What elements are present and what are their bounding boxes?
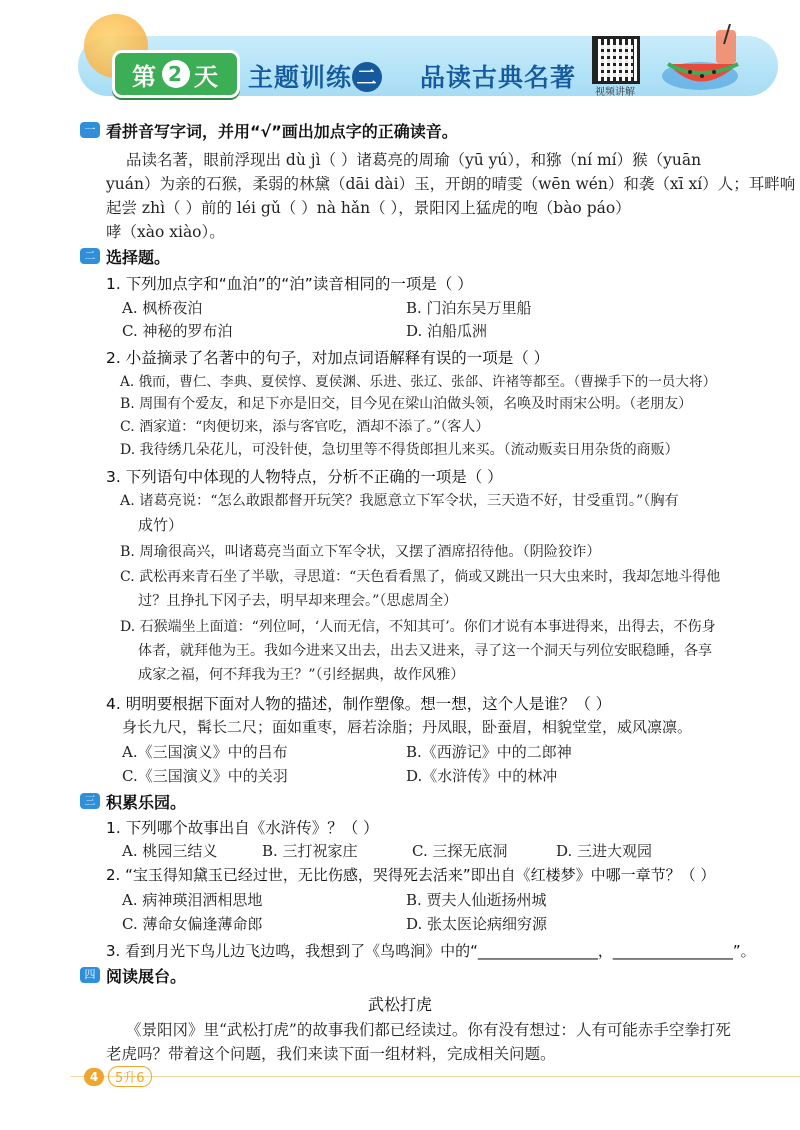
q2-3-option-c-line2: 过？且挣扎下冈子去，明早却来理会。”（思虑周全） bbox=[138, 593, 458, 609]
q2-3-option-b[interactable]: B. 周瑜很高兴，叫诸葛亮当面立下军令状，又摆了酒席招待他。（阴险狡诈） bbox=[120, 544, 601, 560]
q2-3-option-a-line1[interactable]: A. 诸葛亮说：“怎么敢跟都督开玩笑？我愿意立下军令状，三天造不好，甘受重罚。”（胸有 bbox=[120, 493, 679, 509]
q2-4-option-d[interactable]: D.《水浒传》中的林冲 bbox=[406, 767, 558, 785]
q3-1-option-b[interactable]: B. 三打祝家庄 bbox=[262, 842, 358, 860]
q2-3-option-d-line3: 成家之福，何不拜我为王？”（引经据典，故作风雅） bbox=[138, 667, 465, 683]
section-title-1: 看拼音写字词，并用“√”画出加点字的正确读音。 bbox=[106, 122, 458, 141]
q3-1-stem: 1. 下列哪个故事出自《水浒传》？（ ） bbox=[106, 819, 379, 837]
q3-2-option-a[interactable]: A. 病神瑛泪洒相思地 bbox=[122, 891, 263, 909]
day-prefix: 第 bbox=[132, 62, 158, 91]
passage-line-2: 老虎吗？带着这个问题，我们来读下面一组材料，完成相关问题。 bbox=[106, 1045, 556, 1063]
passage-title: 武松打虎 bbox=[367, 995, 432, 1014]
s1-line-4: 哮（xào xiào）。 bbox=[106, 223, 225, 241]
q3-2-stem: 2. “宝玉得知黛玉已经过世，无比伤感，哭得死去活来”即出自《红楼梦》中哪一章节？（ ） bbox=[106, 866, 716, 884]
qr-code-icon[interactable] bbox=[592, 36, 640, 84]
q2-2-option-d[interactable]: D. 我待绣几朵花儿，可没针使，急切里等不得货郎担儿来买。（流动贩卖日用杂货的商贩） bbox=[120, 442, 679, 458]
section-title-4: 阅读展台。 bbox=[106, 967, 187, 986]
q2-1-option-b[interactable]: B. 门泊东吴万里船 bbox=[406, 299, 532, 317]
q3-1-option-a[interactable]: A. 桃园三结义 bbox=[122, 842, 218, 860]
q3-2-option-c[interactable]: C. 薄命女偏逢薄命郎 bbox=[122, 915, 263, 933]
theme-number: 二 bbox=[352, 62, 382, 92]
day-badge bbox=[112, 50, 240, 98]
passage-line-1: 《景阳冈》里“武松打虎”的故事我们都已经读过。你有没有想过：人有可能赤手空拳打死 bbox=[126, 1021, 731, 1039]
day-suffix: 天 bbox=[194, 62, 220, 91]
q2-1-option-c[interactable]: C. 神秘的罗布泊 bbox=[122, 322, 233, 340]
q2-4-option-c[interactable]: C.《三国演义》中的关羽 bbox=[122, 767, 288, 785]
page-number: 4 bbox=[84, 1068, 104, 1086]
q2-4-stem: 4. 明明要根据下面对人物的描述，制作塑像。想一想，这个人是谁？（ ） bbox=[106, 695, 612, 713]
grade-label: 5升6 bbox=[108, 1066, 152, 1087]
q3-2-option-b[interactable]: B. 贾夫人仙逝扬州城 bbox=[406, 891, 547, 909]
s1-line-3: 起尝 zhì（ ）前的 léi gǔ（ ）nà hǎn（ ），景阳冈上猛虎的咆（bào páo） bbox=[106, 199, 631, 217]
section-title-3: 积累乐园。 bbox=[106, 793, 187, 812]
q3-3-stem[interactable]: 3. 看到月光下鸟儿边飞边鸣，我想到了《鸟鸣涧》中的“________________，________________”。 bbox=[106, 942, 756, 960]
q2-1-option-a[interactable]: A. 枫桥夜泊 bbox=[122, 299, 203, 317]
q2-3-option-d-line2: 体者，就拜他为王。我如今进来又出去，出去又进来，寻了这一个洞天与列位安眠稳睡，各享 bbox=[138, 643, 712, 659]
q2-3-option-c-line1[interactable]: C. 武松再来青石坐了半歇，寻思道：“天色看看黑了，倘或又跳出一只大虫来时，我却怎地斗得他 bbox=[120, 569, 721, 585]
footer-divider bbox=[70, 1076, 800, 1077]
page-title: 品读古典名著 bbox=[420, 63, 577, 92]
day-number: 2 bbox=[162, 60, 190, 88]
qr-label: 视频讲解 bbox=[595, 87, 635, 98]
q2-3-option-d-line1[interactable]: D. 石猴端坐上面道：“列位呵，‘人而无信，不知其可’。你们才说有本事进得来，出得去，不伤身 bbox=[120, 619, 716, 635]
q2-2-option-a[interactable]: A. 俄而，曹仁、李典、夏侯惇、夏侯渊、乐进、张辽、张郃、许褚等都至。（曹操手下的一员大将） bbox=[120, 374, 717, 390]
section-badge-4: 四 bbox=[80, 967, 100, 983]
q2-4-description: 身长九尺，髯长二尺；面如重枣，唇若涂脂；丹凤眼，卧蚕眉，相貌堂堂，威风凛凛。 bbox=[122, 718, 693, 736]
section-title-2: 选择题。 bbox=[106, 248, 171, 267]
q2-1-option-d[interactable]: D. 泊船瓜洲 bbox=[406, 322, 488, 340]
section-badge-2: 二 bbox=[80, 248, 100, 264]
s1-line-1: 品读名著，眼前浮现出 dù jì（ ）诸葛亮的周瑜（yū yú），和猕（ní mí）猴（yuān bbox=[126, 151, 702, 169]
q2-3-stem: 3. 下列语句中体现的人物特点，分析不正确的一项是（ ） bbox=[106, 468, 503, 486]
q2-2-option-c[interactable]: C. 酒家道：“肉便切来，添与客官吃，酒却不添了。”（客人） bbox=[120, 419, 490, 435]
q2-3-option-a-line2: 成竹） bbox=[138, 516, 184, 534]
page-header bbox=[0, 0, 800, 110]
theme-text: 主题训练 bbox=[248, 63, 353, 92]
q2-4-option-b[interactable]: B.《西游记》中的二郎神 bbox=[406, 743, 572, 761]
theme-title bbox=[248, 58, 382, 94]
section-badge-3: 三 bbox=[80, 793, 100, 809]
q2-2-stem: 2. 小益摘录了名著中的句子，对加点词语解释有误的一项是（ ） bbox=[106, 349, 550, 367]
q2-4-option-a[interactable]: A.《三国演义》中的吕布 bbox=[122, 743, 288, 761]
q2-2-option-b[interactable]: B. 周围有个爱友，和足下亦是旧交，目今见在梁山泊做头领，名唤及时雨宋公明。（老朋友） bbox=[120, 396, 693, 412]
s1-line-2: yuán）为亲的石猴，柔弱的林黛（dāi dài）玉，开朗的晴雯（wēn wén）和袭（xī xí）人；耳畔响 bbox=[106, 175, 796, 193]
section-badge-1: 一 bbox=[80, 122, 100, 138]
q2-1-stem: 1. 下列加点字和“血泊”的“泊”读音相同的一项是（ ） bbox=[106, 275, 473, 293]
q3-2-option-d[interactable]: D. 张太医论病细穷源 bbox=[406, 915, 548, 933]
watermelon-drink-icon bbox=[660, 24, 750, 94]
q3-1-option-c[interactable]: C. 三探无底洞 bbox=[412, 842, 508, 860]
q3-1-option-d[interactable]: D. 三进大观园 bbox=[556, 842, 653, 860]
